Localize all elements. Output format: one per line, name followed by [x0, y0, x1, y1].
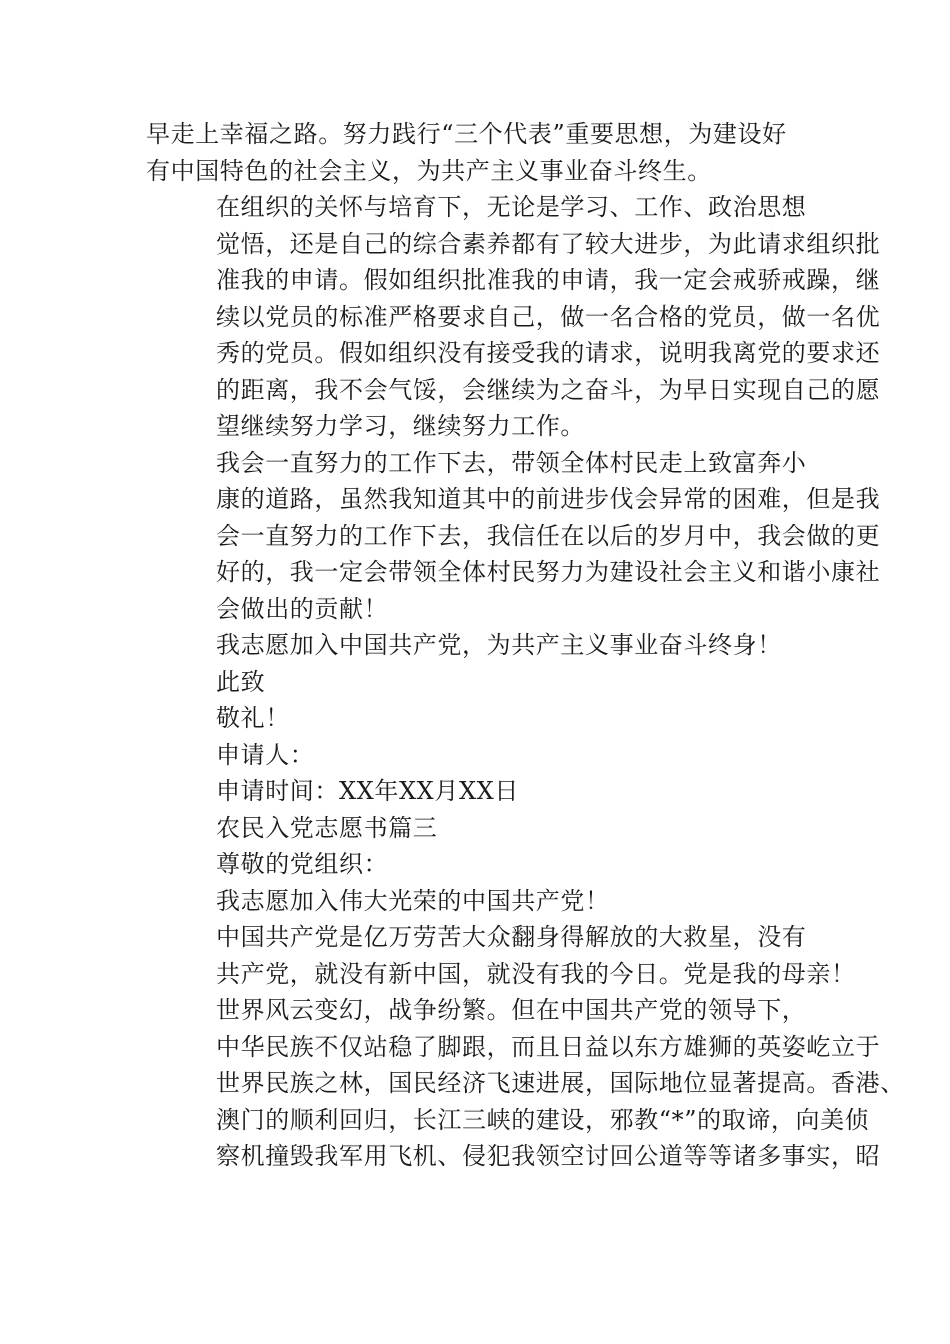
text-line: 的距离，我不会气馁，会继续为之奋斗，为早日实现自己的愿 [216, 375, 881, 404]
text-line: 申请时间：XX年XX月XX日 [216, 777, 519, 805]
text-line: 在组织的关怀与培育下，无论是学习、工作、政治思想 [216, 193, 807, 221]
text-line: 世界民族之林，国民经济飞速进展，国际地位显著提高。香港、 [216, 1069, 905, 1097]
body-paragraph [146, 116, 796, 189]
text-line: 准我的申请。假如组织批准我的申请，我一定会戒骄戒躁，继 [216, 266, 881, 294]
text-line: 共产党，就没有新中国，就没有我的今日。党是我的母亲！ [216, 959, 856, 988]
text-line: 敬礼！ [216, 704, 290, 732]
text-line: 好的，我一定会带领全体村民努力为建设社会主义和谐小康社 [216, 558, 881, 586]
text-line: 世界风云变幻，战争纷繁。但在中国共产党的领导下， [216, 996, 807, 1024]
text-line: 中华民族不仅站稳了脚跟，而且日益以东方雄狮的英姿屹立于 [216, 1032, 881, 1061]
text-line-paragraph [146, 810, 796, 847]
text-line: 察机撞毁我军用飞机、侵犯我领空讨回公道等等诸多事实，昭 [216, 1142, 881, 1170]
body-paragraph [146, 189, 881, 445]
body-paragraph [146, 445, 881, 628]
text-line: 申请人： [216, 740, 315, 769]
text-line: 觉悟，还是自己的综合素养都有了较大进步，为此请求组织批 [216, 229, 881, 258]
text-line: 我会一直努力的工作下去，带领全体村民走上致富奔小 [216, 448, 807, 477]
text-line: 有中国特色的社会主义，为共产主义事业奋斗终生。 [146, 156, 712, 185]
text-line: 望继续努力学习，继续努力工作。 [216, 412, 585, 440]
text-line: 早走上幸福之路。努力践行“三个代表”重要思想，为建设好 [146, 120, 787, 148]
text-line-paragraph [146, 737, 796, 774]
text-line: 我志愿加入中国共产党，为共产主义事业奋斗终身！ [216, 631, 782, 659]
text-line: 会一直努力的工作下去，我信任在以后的岁月中，我会做的更 [216, 521, 881, 550]
body-paragraph [146, 992, 905, 1175]
text-line: 此致 [216, 667, 266, 696]
text-line: 尊敬的党组织： [216, 850, 389, 878]
text-line-paragraph [146, 664, 796, 701]
text-line-paragraph [146, 846, 796, 883]
text-line: 会做出的贡献！ [216, 594, 389, 623]
document-body [146, 116, 905, 1175]
text-line-paragraph [146, 627, 796, 664]
text-line: 秀的党员。假如组织没有接受我的请求，说明我离党的要求还 [216, 339, 881, 367]
body-paragraph [146, 919, 856, 992]
text-line-paragraph [146, 883, 796, 920]
text-line: 农民入党志愿书篇三 [216, 813, 438, 842]
text-line-paragraph [146, 700, 796, 737]
text-line: 我志愿加入伟大光荣的中国共产党！ [216, 886, 610, 915]
text-line: 续以党员的标准严格要求自己，做一名合格的党员，做一名优 [216, 302, 881, 331]
text-line: 澳门的顺利回归，长江三峡的建设，邪教“*”的取谛，向美侦 [216, 1105, 870, 1134]
text-line-paragraph [146, 773, 796, 810]
text-line: 中国共产党是亿万劳苦大众翻身得解放的大救星，没有 [216, 923, 807, 951]
text-line: 康的道路，虽然我知道其中的前进步伐会异常的困难，但是我 [216, 485, 881, 513]
